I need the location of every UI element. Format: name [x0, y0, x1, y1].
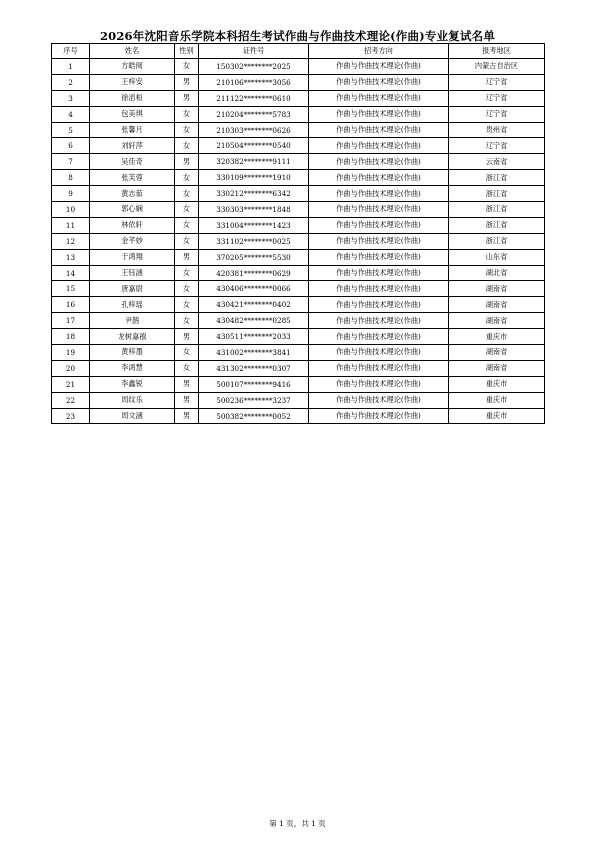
cell-index: 23 — [52, 408, 90, 424]
cell-name: 王钰涵 — [90, 265, 175, 281]
cell-id-number: 430482********0285 — [199, 313, 309, 329]
cell-name: 龙树嘉禧 — [90, 329, 175, 345]
cell-gender: 女 — [175, 122, 199, 138]
cell-region: 湖南省 — [449, 313, 545, 329]
header-region: 报考地区 — [449, 44, 545, 59]
cell-region: 重庆市 — [449, 392, 545, 408]
table-header-row — [52, 44, 545, 59]
cell-name: 周文涵 — [90, 408, 175, 424]
table-row — [52, 74, 545, 90]
cell-id-number: 210504********0540 — [199, 138, 309, 154]
cell-name: 孔梓瑶 — [90, 297, 175, 313]
cell-direction: 作曲与作曲技术理论(作曲) — [309, 170, 449, 186]
cell-gender: 女 — [175, 233, 199, 249]
table-row — [52, 122, 545, 138]
cell-gender: 男 — [175, 90, 199, 106]
cell-index: 18 — [52, 329, 90, 345]
page-footer: 第 1 页，共 1 页 — [269, 819, 326, 828]
cell-direction: 作曲与作曲技术理论(作曲) — [309, 408, 449, 424]
cell-region: 内蒙古自治区 — [449, 59, 545, 75]
cell-index: 4 — [52, 106, 90, 122]
cell-gender: 男 — [175, 376, 199, 392]
table-row — [52, 313, 545, 329]
cell-region: 浙江省 — [449, 233, 545, 249]
cell-direction: 作曲与作曲技术理论(作曲) — [309, 313, 449, 329]
table-row — [52, 329, 545, 345]
cell-id-number: 431302********0307 — [199, 360, 309, 376]
table-row — [52, 59, 545, 75]
cell-name: 张馨月 — [90, 122, 175, 138]
cell-index: 3 — [52, 90, 90, 106]
cell-id-number: 330212********6342 — [199, 186, 309, 202]
cell-gender: 男 — [175, 74, 199, 90]
cell-id-number: 150302********2025 — [199, 59, 309, 75]
cell-name: 刘轩萍 — [90, 138, 175, 154]
cell-index: 11 — [52, 217, 90, 233]
cell-index: 21 — [52, 376, 90, 392]
cell-index: 9 — [52, 186, 90, 202]
cell-region: 浙江省 — [449, 202, 545, 218]
table-row — [52, 249, 545, 265]
table-row — [52, 408, 545, 424]
cell-direction: 作曲与作曲技术理论(作曲) — [309, 90, 449, 106]
cell-direction: 作曲与作曲技术理论(作曲) — [309, 233, 449, 249]
cell-direction: 作曲与作曲技术理论(作曲) — [309, 281, 449, 297]
cell-index: 6 — [52, 138, 90, 154]
cell-id-number: 331004********1423 — [199, 217, 309, 233]
cell-gender: 女 — [175, 313, 199, 329]
cell-direction: 作曲与作曲技术理论(作曲) — [309, 345, 449, 361]
cell-gender: 女 — [175, 138, 199, 154]
table-row — [52, 360, 545, 376]
document-title: 2026年沈阳音乐学院本科招生考试作曲与作曲技术理论(作曲)专业复试名单 — [99, 29, 496, 43]
cell-id-number: 331102********0025 — [199, 233, 309, 249]
cell-index: 22 — [52, 392, 90, 408]
cell-name: 张芙蓉 — [90, 170, 175, 186]
cell-name: 周纹乐 — [90, 392, 175, 408]
cell-direction: 作曲与作曲技术理论(作曲) — [309, 376, 449, 392]
table-row — [52, 281, 545, 297]
cell-index: 19 — [52, 345, 90, 361]
cell-region: 辽宁省 — [449, 106, 545, 122]
cell-region: 云南省 — [449, 154, 545, 170]
cell-region: 重庆市 — [449, 376, 545, 392]
cell-id-number: 500382********0052 — [199, 408, 309, 424]
cell-gender: 男 — [175, 329, 199, 345]
table-row — [52, 202, 545, 218]
cell-direction: 作曲与作曲技术理论(作曲) — [309, 154, 449, 170]
cell-index: 5 — [52, 122, 90, 138]
table-row — [52, 392, 545, 408]
table-row — [52, 138, 545, 154]
cell-region: 浙江省 — [449, 186, 545, 202]
cell-index: 10 — [52, 202, 90, 218]
retest-roster-table — [51, 43, 545, 424]
cell-id-number: 431002********3841 — [199, 345, 309, 361]
cell-region: 辽宁省 — [449, 90, 545, 106]
table-row — [52, 217, 545, 233]
cell-name: 包美琪 — [90, 106, 175, 122]
cell-gender: 女 — [175, 360, 199, 376]
cell-index: 20 — [52, 360, 90, 376]
cell-gender: 女 — [175, 345, 199, 361]
cell-gender: 男 — [175, 249, 199, 265]
cell-name: 王梓安 — [90, 74, 175, 90]
cell-name: 金芊妙 — [90, 233, 175, 249]
cell-gender: 男 — [175, 408, 199, 424]
table-row — [52, 186, 545, 202]
cell-name: 于鸿翔 — [90, 249, 175, 265]
cell-name: 黄志茹 — [90, 186, 175, 202]
cell-gender: 女 — [175, 297, 199, 313]
table-row — [52, 376, 545, 392]
cell-gender: 女 — [175, 281, 199, 297]
cell-region: 湖南省 — [449, 281, 545, 297]
cell-direction: 作曲与作曲技术理论(作曲) — [309, 138, 449, 154]
header-direction: 招考方向 — [309, 44, 449, 59]
cell-direction: 作曲与作曲技术理论(作曲) — [309, 74, 449, 90]
cell-gender: 女 — [175, 186, 199, 202]
cell-direction: 作曲与作曲技术理论(作曲) — [309, 186, 449, 202]
table-row — [52, 106, 545, 122]
table-row — [52, 170, 545, 186]
cell-id-number: 210106********3056 — [199, 74, 309, 90]
cell-index: 12 — [52, 233, 90, 249]
cell-direction: 作曲与作曲技术理论(作曲) — [309, 106, 449, 122]
header-index: 序号 — [52, 44, 90, 59]
cell-direction: 作曲与作曲技术理论(作曲) — [309, 392, 449, 408]
cell-gender: 女 — [175, 202, 199, 218]
cell-region: 山东省 — [449, 249, 545, 265]
cell-gender: 女 — [175, 106, 199, 122]
cell-id-number: 430511********2033 — [199, 329, 309, 345]
cell-name: 吴佳奇 — [90, 154, 175, 170]
table-row — [52, 297, 545, 313]
cell-id-number: 500107********9416 — [199, 376, 309, 392]
cell-region: 浙江省 — [449, 217, 545, 233]
cell-id-number: 430421********0402 — [199, 297, 309, 313]
cell-index: 13 — [52, 249, 90, 265]
cell-direction: 作曲与作曲技术理论(作曲) — [309, 265, 449, 281]
cell-region: 浙江省 — [449, 170, 545, 186]
cell-index: 15 — [52, 281, 90, 297]
header-gender: 性别 — [175, 44, 199, 59]
cell-name: 林依轩 — [90, 217, 175, 233]
cell-direction: 作曲与作曲技术理论(作曲) — [309, 122, 449, 138]
cell-name: 徐滔桓 — [90, 90, 175, 106]
cell-index: 1 — [52, 59, 90, 75]
cell-id-number: 210303********0626 — [199, 122, 309, 138]
cell-name: 黄梓墨 — [90, 345, 175, 361]
cell-direction: 作曲与作曲技术理论(作曲) — [309, 297, 449, 313]
cell-direction: 作曲与作曲技术理论(作曲) — [309, 249, 449, 265]
cell-gender: 男 — [175, 154, 199, 170]
cell-index: 16 — [52, 297, 90, 313]
cell-gender: 女 — [175, 217, 199, 233]
cell-gender: 男 — [175, 392, 199, 408]
cell-id-number: 430406********0066 — [199, 281, 309, 297]
cell-id-number: 330109********1910 — [199, 170, 309, 186]
cell-direction: 作曲与作曲技术理论(作曲) — [309, 59, 449, 75]
cell-gender: 女 — [175, 265, 199, 281]
cell-id-number: 420381********0629 — [199, 265, 309, 281]
cell-region: 辽宁省 — [449, 74, 545, 90]
cell-index: 14 — [52, 265, 90, 281]
table-body — [52, 59, 545, 424]
cell-name: 李鑫锐 — [90, 376, 175, 392]
cell-region: 湖南省 — [449, 297, 545, 313]
cell-name: 方皓阅 — [90, 59, 175, 75]
cell-direction: 作曲与作曲技术理论(作曲) — [309, 329, 449, 345]
table-row — [52, 90, 545, 106]
cell-region: 贵州省 — [449, 122, 545, 138]
cell-id-number: 211122********0610 — [199, 90, 309, 106]
cell-id-number: 320382********9111 — [199, 154, 309, 170]
cell-index: 2 — [52, 74, 90, 90]
cell-name: 李鸿慧 — [90, 360, 175, 376]
cell-name: 郭心娴 — [90, 202, 175, 218]
table-row — [52, 233, 545, 249]
cell-region: 湖北省 — [449, 265, 545, 281]
cell-index: 17 — [52, 313, 90, 329]
cell-name: 尹鹊 — [90, 313, 175, 329]
cell-region: 辽宁省 — [449, 138, 545, 154]
header-name: 姓名 — [90, 44, 175, 59]
cell-direction: 作曲与作曲技术理论(作曲) — [309, 202, 449, 218]
cell-direction: 作曲与作曲技术理论(作曲) — [309, 360, 449, 376]
cell-index: 7 — [52, 154, 90, 170]
cell-id-number: 370205********5530 — [199, 249, 309, 265]
cell-id-number: 330303********1848 — [199, 202, 309, 218]
cell-region: 重庆市 — [449, 329, 545, 345]
cell-name: 唐嘉尉 — [90, 281, 175, 297]
header-id-number: 证件号 — [199, 44, 309, 59]
cell-id-number: 210204********5783 — [199, 106, 309, 122]
cell-gender: 女 — [175, 59, 199, 75]
table-row — [52, 345, 545, 361]
table-row — [52, 265, 545, 281]
table-row — [52, 154, 545, 170]
cell-direction: 作曲与作曲技术理论(作曲) — [309, 217, 449, 233]
cell-gender: 女 — [175, 170, 199, 186]
cell-index: 8 — [52, 170, 90, 186]
cell-region: 湖南省 — [449, 345, 545, 361]
cell-region: 湖南省 — [449, 360, 545, 376]
cell-id-number: 500236********3237 — [199, 392, 309, 408]
cell-region: 重庆市 — [449, 408, 545, 424]
